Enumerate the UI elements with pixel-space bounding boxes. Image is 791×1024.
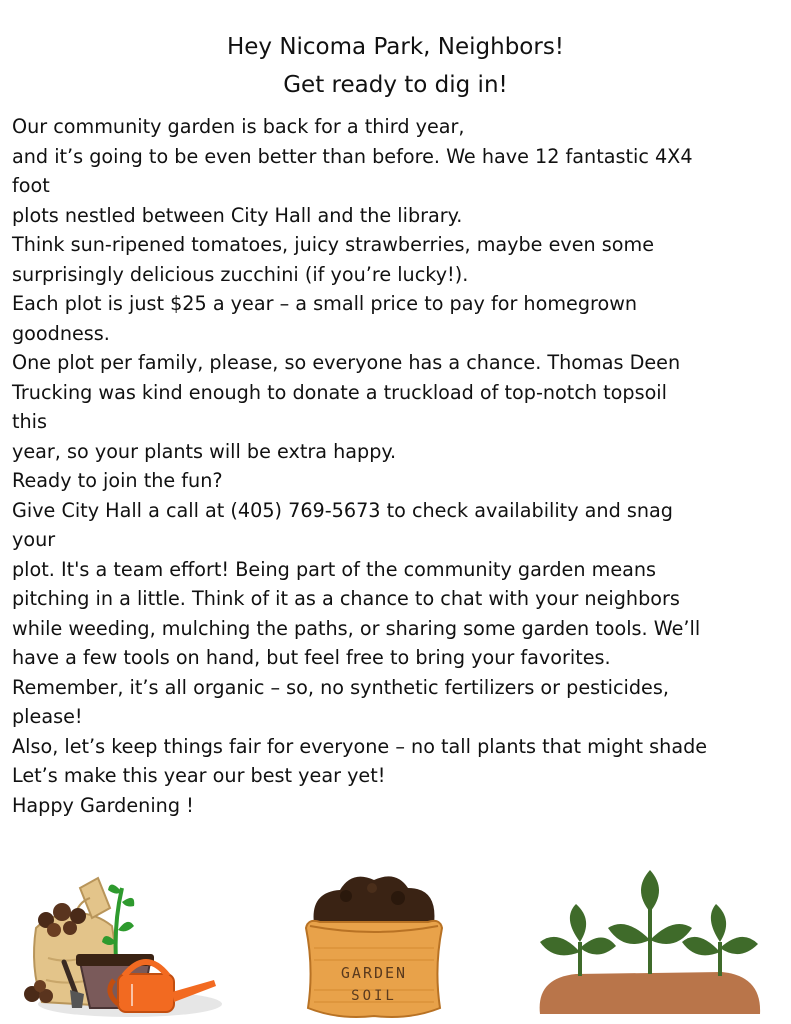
body-line: and it’s going to be even better than before. We have 12 fantastic 4X4 (12, 144, 693, 168)
body-line: Our community garden is back for a third year, (12, 115, 465, 138)
body-line: Ready to join the fun? (12, 469, 223, 492)
garden-tools-icon (18, 868, 223, 1020)
garden-soil-bag-icon (300, 868, 448, 1020)
soil-bag-label-line-2: SOIL (351, 988, 397, 1004)
body-line: surprisingly delicious zucchini (if you’re lucky!). (12, 262, 469, 286)
body-line: Happy Gardening ! (12, 793, 194, 817)
flyer-body (12, 112, 782, 820)
heading-line-2: Get ready to dig in! (283, 72, 508, 98)
body-line: Remember, it’s all organic – so, no synthetic fertilizers or pesticides, (12, 675, 669, 699)
body-line: plot. It's a team effort! Being part of the community garden means (12, 557, 657, 581)
flyer-heading (0, 28, 791, 104)
body-line: this (12, 410, 48, 433)
body-line: goodness. (12, 321, 110, 345)
body-line: please! (12, 705, 83, 728)
seedlings-icon (536, 868, 766, 1020)
body-line: year, so your plants will be extra happy. (12, 439, 397, 463)
body-line: Think sun-ripened tomatoes, juicy strawberries, maybe even some (12, 233, 655, 256)
soil-bag-label-line-1: GARDEN (340, 964, 408, 982)
body-line: plots nestled between City Hall and the library. (12, 203, 463, 227)
body-line: while weeding, mulching the paths, or sharing some garden tools. We’ll (12, 616, 701, 640)
heading-line-1: Hey Nicoma Park, Neighbors! (226, 34, 565, 60)
body-line: Trucking was kind enough to donate a truckload of top-notch topsoil (12, 380, 667, 404)
body-line: Give City Hall a call at (405) 769-5673 to check availability and snag (12, 498, 673, 522)
illustration-row (0, 862, 791, 1024)
body-line: pitching in a little. Think of it as a chance to chat with your neighbors (12, 587, 680, 610)
body-line: One plot per family, please, so everyone has a chance. Thomas Deen (12, 351, 681, 374)
body-line: Each plot is just $25 a year – a small price to pay for homegrown (12, 292, 638, 315)
body-line: have a few tools on hand, but feel free to bring your favorites. (12, 646, 611, 669)
body-line: foot (12, 174, 50, 197)
body-line: Let’s make this year our best year yet! (12, 764, 386, 787)
body-line: your (12, 528, 56, 551)
body-line: Also, let’s keep things fair for everyone – no tall plants that might shade (12, 734, 708, 758)
